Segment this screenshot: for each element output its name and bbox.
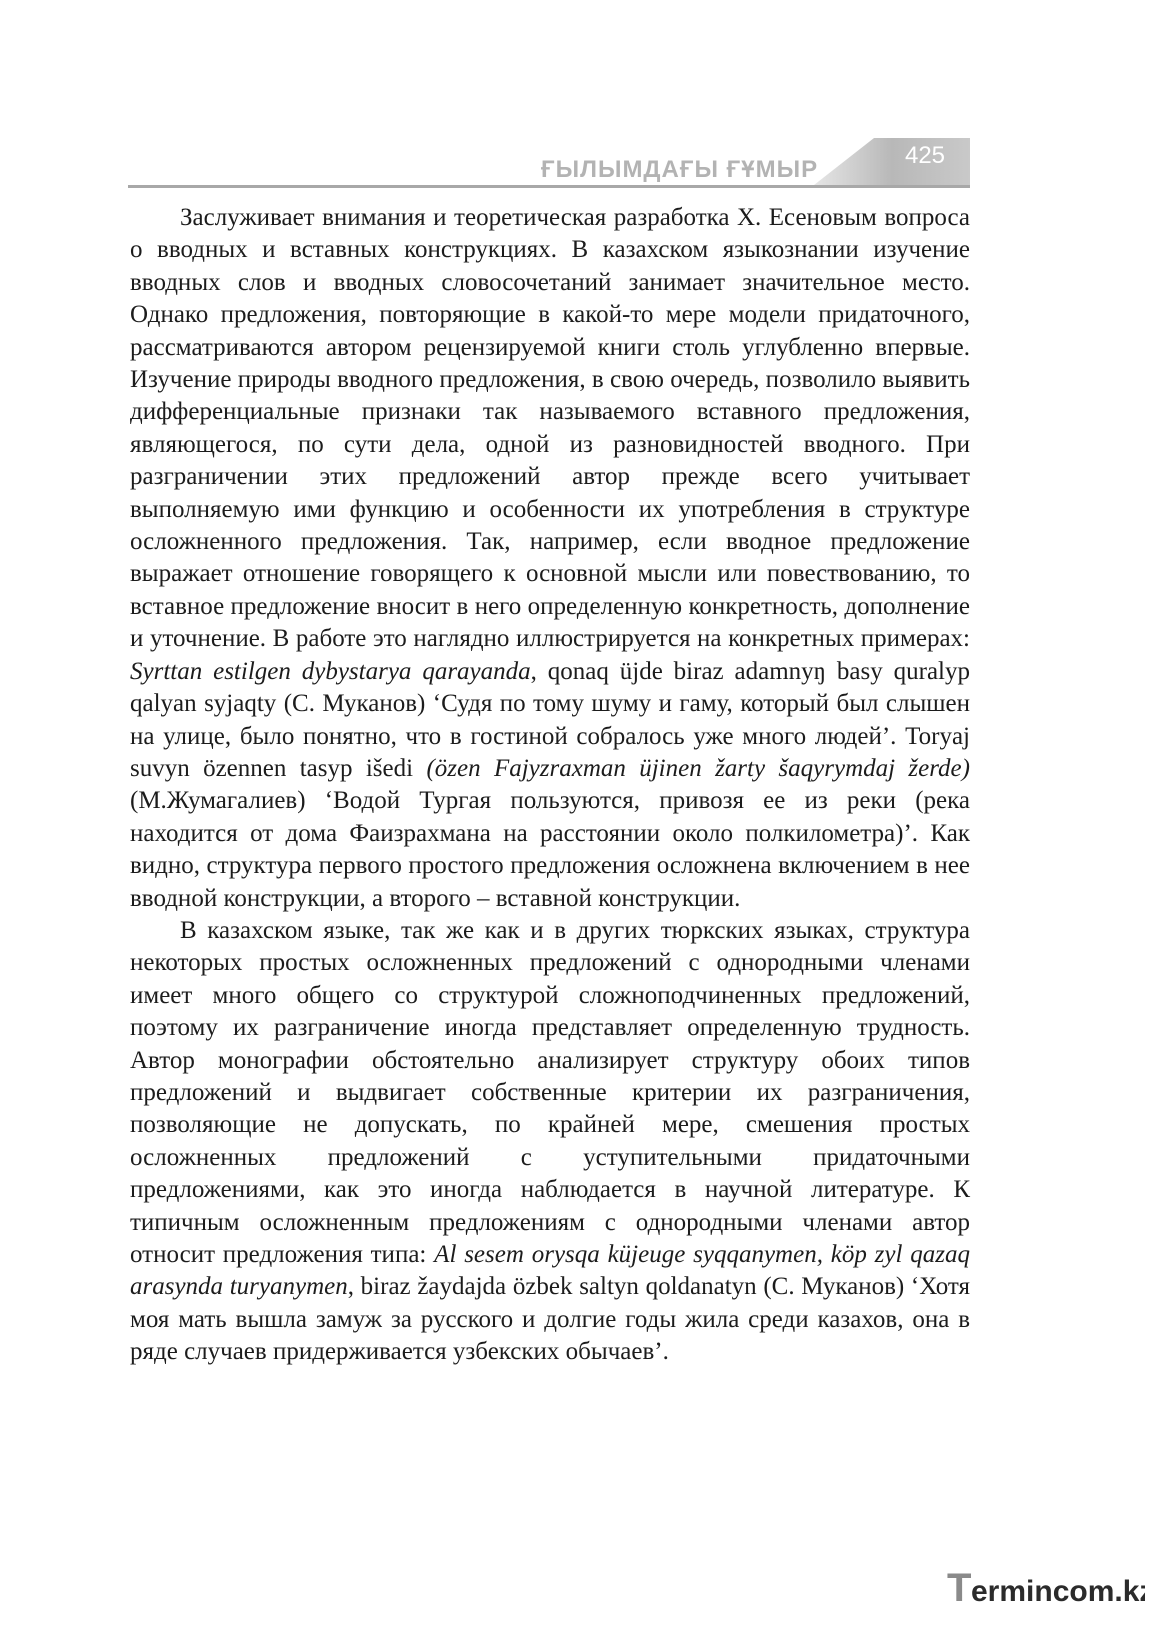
paragraph	[130, 915, 970, 1369]
text-segment: (М.Жумагалиев) ‘Водой Тургая пользуются, привозя ее из реки (река находится от дома Фаизрахмана на расстоянии около полкилометра)’. Как видно, структура первого простого предложения осложнена включением в нее вводной конструкции, а второго – вставной конструкции.	[130, 787, 970, 912]
running-header	[128, 138, 970, 188]
running-title: ҒЫЛЫМДАҒЫ ҒҰМЫР	[541, 156, 819, 183]
text-segment: В казахском языке, так же как и в других тюркских языках, структура некоторых простых осложненных предложений с однородными членами имеет много общего со структурой сложноподчиненных предложений, поэтому их разграничение иногда представляет определенную трудность. Автор монографии обстоятельно анализирует структуру обоих типов предложений и выдвигает собственные критерии их разграничения, позволяющие не допускать, по крайней мере, смешения простых осложненных предложений с уступительными придаточными предложениями, как это иногда наблюдается в научной литературе. К типичным осложненным предложениям с однородными членами автор относит предложения типа:	[130, 916, 970, 1268]
watermark-text: ermincom.kz	[971, 1575, 1145, 1608]
text-segment: , qonaq üjde biraz adamnyŋ basy quralyp qalyan syjaqty (С. Муканов) ‘Судя по тому шуму и гаму, который был слышен на улице, было понятно, что в гостиной собралось уже много людей’. Toryaj suvyn özennen tasyp išedi	[130, 657, 970, 782]
watermark-logo	[945, 1565, 1145, 1615]
body-text	[130, 202, 970, 1369]
italic-example: Al sesem orysqa küjeuge syqqanymen, köp zyl qazaq arasynda turyanymen	[130, 1241, 970, 1301]
text-segment: Заслуживает внимания и теоретическая разработка Х. Есеновым вопроса о вводных и вставных конструкциях. В казахском языкознании изучение вводных слов и вводных словосочетаний занимает значительное место. Однако предложения, повторяющие в какой-то мере модели придаточного, рассматриваются автором рецензируемой книги столь углубленно впервые. Изучение природы вводного предложения, в свою очередь, позволило выявить дифференциальные признаки так называемого вставного предложения, являющегося, по сути дела, одной из разновидностей вводного. При разграничении этих предложений автор прежде всего учитывает выполняемую ими функцию и особенности их употребления в структуре осложненного предложения. Так, например, если вводное предложение выражает отношение говорящего к основной мысли или повествованию, то вставное предложение вносит в него определенную конкретность, дополнение и уточнение. В работе это наглядно иллюстрируется на конкретных примерах:	[130, 204, 970, 653]
paragraph	[130, 202, 970, 915]
text-segment: , biraz žaydajda özbek saltyn qoldanatyn (С. Муканов) ‘Хотя моя мать вышла замуж за русского и долгие годы жила среди казахов, она в ряде случаев придерживается узбекских обычаев’.	[130, 1273, 970, 1366]
header-rule	[128, 185, 970, 188]
site-watermark	[945, 1565, 1145, 1615]
page-number: 425	[904, 142, 946, 169]
watermark-initial: T	[947, 1566, 972, 1610]
italic-example: (özen Fajyzraxman üjinen žarty šaqyrymdaj žerde)	[426, 754, 970, 782]
italic-example: Syrttan estilgen dybystarya qarayanda	[130, 657, 531, 685]
